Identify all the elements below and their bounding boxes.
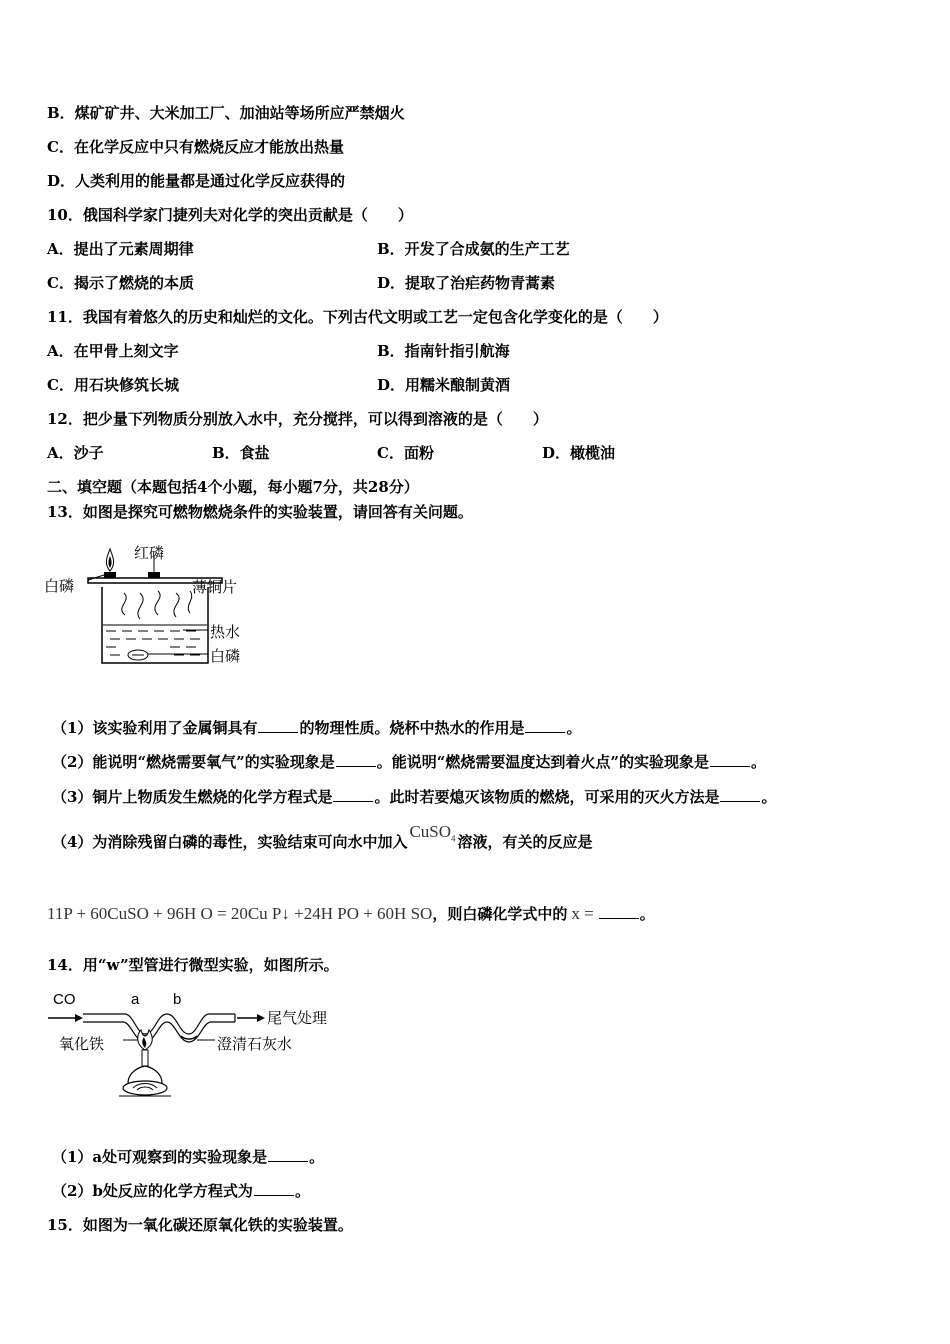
label-a: a — [131, 991, 140, 1008]
answer-blank[interactable] — [258, 718, 298, 733]
x-variable: x = — [571, 904, 594, 923]
q10-option-b: B．开发了合成氨的生产工艺 — [377, 240, 570, 258]
answer-blank[interactable] — [710, 752, 750, 767]
q9-option-c: C．在化学反应中只有燃烧反应才能放出热量 — [47, 138, 344, 156]
q13-part3-text-c: 。 — [761, 788, 777, 806]
label-copper-plate: 薄铜片 — [192, 578, 238, 596]
q13-part1-text-a: （1）该实验利用了金属铜具有 — [52, 719, 258, 737]
combustion-apparatus-figure — [40, 535, 280, 670]
q13-part3-text-b: 。此时若要熄灭该物质的燃烧，可采用的灭火方法是 — [374, 788, 720, 806]
q13-part2 — [52, 752, 766, 772]
q15-stem: 15．如图为一氧化碳还原氧化铁的实验装置。 — [47, 1216, 353, 1234]
q12-option-a: A．沙子 — [47, 444, 104, 462]
q14-part2-text-a: （2）b处反应的化学方程式为 — [52, 1182, 253, 1200]
answer-blank[interactable] — [525, 718, 565, 733]
q11-option-b: B．指南针指引航海 — [377, 342, 510, 360]
q9-option-d: D．人类利用的能量都是通过化学反应获得的 — [47, 172, 346, 190]
q12-option-c: C．面粉 — [377, 444, 434, 462]
label-tail-gas: 尾气处理 — [267, 1009, 328, 1027]
q13-part4-text-a: （4）为消除残留白磷的毒性，实验结束可向水中加入 — [52, 833, 408, 851]
cuso4-formula-main: CuSO — [409, 822, 452, 841]
q10-stem: 10．俄国科学家门捷列夫对化学的突出贡献是（ ） — [47, 206, 413, 224]
q14-part1 — [52, 1147, 324, 1167]
reaction-equation: 11P + 60CuSO + 96H O = 20Cu P↓ +24H PO + 60H SO — [47, 904, 433, 923]
answer-blank[interactable] — [720, 787, 760, 802]
q13-part1 — [52, 718, 581, 738]
label-white-phosphorus-bottom: 白磷 — [210, 647, 241, 665]
q13-part1-text-c: 。 — [566, 719, 582, 737]
q12-option-d: D．橄榄油 — [542, 444, 616, 462]
cuso4-subscript: 4 — [451, 833, 456, 844]
label-iron-oxide: 氧化铁 — [59, 1035, 105, 1053]
q9-option-b: B．煤矿矿井、大米加工厂、加油站等场所应严禁烟火 — [47, 104, 405, 122]
q13-part2-text-c: 。 — [750, 753, 766, 771]
q11-option-c: C．用石块修筑长城 — [47, 376, 179, 394]
label-b: b — [173, 991, 182, 1008]
q12-option-b: B．食盐 — [212, 444, 270, 462]
q12-stem: 12．把少量下列物质分别放入水中，充分搅拌，可以得到溶液的是（ ） — [47, 410, 548, 428]
q13-part2-text-b: 。能说明“燃烧需要温度达到着火点”的实验现象是 — [376, 753, 709, 771]
cuso4-formula — [409, 822, 456, 844]
w-tube-figure — [45, 990, 345, 1120]
label-hot-water: 热水 — [210, 623, 241, 641]
answer-blank[interactable] — [268, 1147, 308, 1162]
q13-part2-text-a: （2）能说明“燃烧需要氧气”的实验现象是 — [52, 753, 335, 771]
equation-line — [47, 904, 655, 924]
q11-option-a: A．在甲骨上刻文字 — [47, 342, 179, 360]
q10-option-c: C．揭示了燃烧的本质 — [47, 274, 194, 292]
q14-part1-text-b: 。 — [309, 1148, 325, 1166]
equation-end: 。 — [639, 905, 655, 923]
q10-option-a: A．提出了元素周期律 — [47, 240, 194, 258]
label-white-phosphorus-top: 白磷 — [44, 577, 75, 595]
q11-option-d: D．用糯米酿制黄酒 — [377, 376, 511, 394]
q14-part2 — [52, 1181, 310, 1201]
equation-question-text: ，则白磷化学式中的 — [432, 905, 568, 923]
answer-blank[interactable] — [599, 904, 639, 919]
label-co: CO — [53, 991, 76, 1008]
q13-part3-text-a: （3）铜片上物质发生燃烧的化学方程式是 — [52, 788, 333, 806]
q11-stem: 11．我国有着悠久的历史和灿烂的文化。下列古代文明或工艺一定包含化学变化的是（ ） — [47, 308, 668, 326]
q10-option-d: D．提取了治疟药物青蒿素 — [377, 274, 556, 292]
q13-part1-text-b: 的物理性质。烧杯中热水的作用是 — [299, 719, 525, 737]
q13-part3 — [52, 787, 776, 807]
label-limewater: 澄清石灰水 — [217, 1035, 293, 1053]
label-red-phosphorus: 红磷 — [134, 544, 165, 562]
q13-stem: 13．如图是探究可燃物燃烧条件的实验装置，请回答有关问题。 — [47, 503, 473, 521]
answer-blank[interactable] — [336, 752, 376, 767]
section-title: 二、填空题（本题包括4个小题，每小题7分，共28分） — [47, 478, 419, 496]
q14-stem: 14．用“w”型管进行微型实验，如图所示。 — [47, 956, 339, 974]
q13-part4 — [52, 822, 593, 858]
q13-part4-text-b: 溶液，有关的反应是 — [457, 833, 593, 851]
answer-blank[interactable] — [333, 787, 373, 802]
q14-part1-text-a: （1）a处可观察到的实验现象是 — [52, 1148, 268, 1166]
q14-part2-text-b: 。 — [294, 1182, 310, 1200]
answer-blank[interactable] — [254, 1181, 294, 1196]
